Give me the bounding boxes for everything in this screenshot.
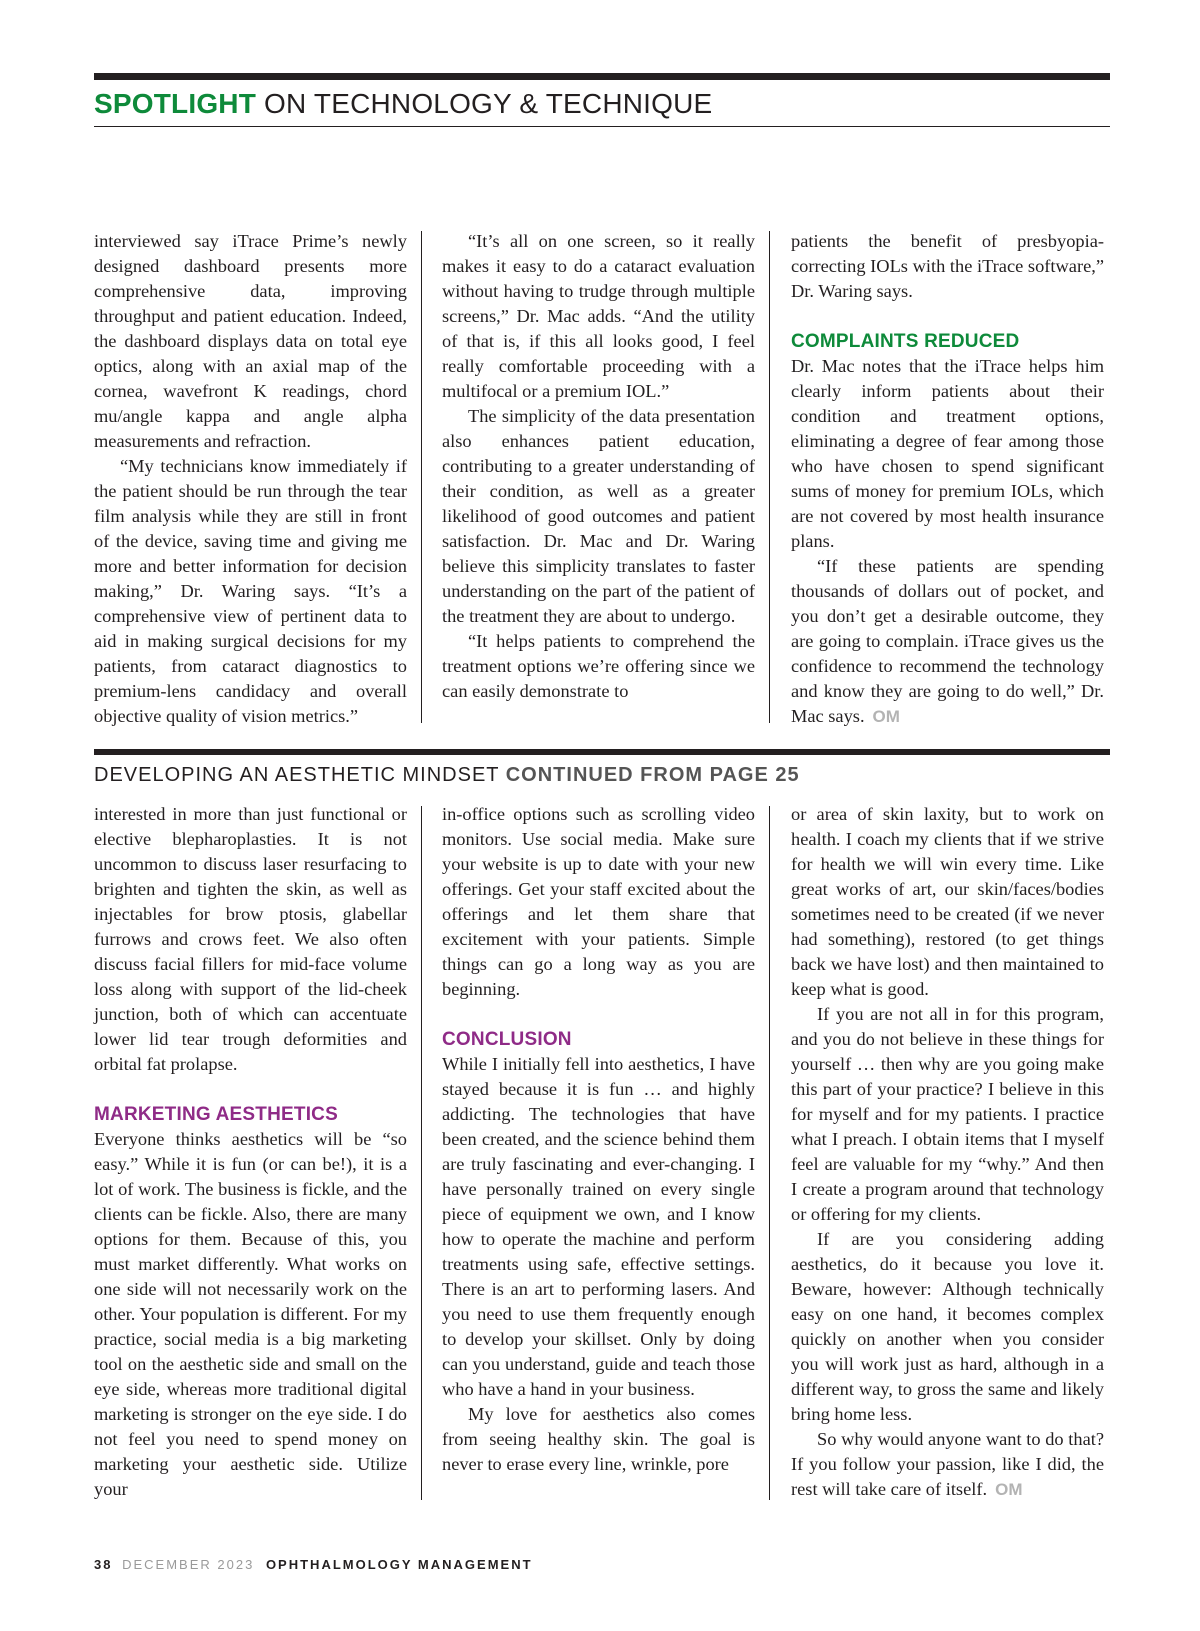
section-header <box>94 88 712 120</box>
paragraph-text: “If these patients are spending thousands of dollars out of pocket, and you don’t get a desirable outcome, they are going to complain. iTrace gives us the confidence to recommend the technology and know they are going to do well,” Dr. Mac says. <box>791 556 1104 726</box>
paragraph: Dr. Mac notes that the iTrace helps him clearly inform patients about their condition and treatment options, eliminating a degree of fear among those who have chosen to spend significant sums of money for premium IOLs, which are not covered by most health insurance plans. <box>791 356 1104 551</box>
paragraph: Everyone thinks aesthetics will be “so easy.” While it is fun (or can be!), it is a lot of work. The business is fickle, and the clients can be fickle. Also, there are many options for them. Because of this, you must market differently. What works on one side will not necessarily work on the other. Your population is different. For my practice, social media is a big marketing tool on the aesthetic side and small on the eye side, whereas more traditional digital marketing is stronger on the eye side. I do not feel you need to spend money on marketing your aesthetic side. Utilize your <box>94 1129 407 1499</box>
article1-column-3 <box>791 229 1104 729</box>
paragraph: patients the benefit of presbyopia-correcting IOLs with the iTrace software,” Dr. Waring says. <box>791 231 1104 301</box>
end-mark: OM <box>872 707 900 726</box>
article2-column-2 <box>442 802 755 1477</box>
paragraph: The simplicity of the data presentation also enhances patient education, contributing to a greater understanding of their condition, as well as a greater likelihood of good outcomes and patient satisfaction. Dr. Mac and Dr. Waring believe this simplicity translates to faster understanding on the part of the patient of the treatment they are about to undergo. <box>442 406 755 626</box>
subhead-complaints-reduced: COMPLAINTS REDUCED <box>791 331 1020 352</box>
continued-header <box>94 764 800 787</box>
paragraph: While I initially fell into aesthetics, I have stayed because it is fun … and highly addicting. The technologies that have been created, and the science behind them are truly fascinating and ever-changing. I have personally trained on every single piece of equipment we own, and I know how to operate the machine and perform treatments using safe, effective settings. There is an art to performing lasers. And you need to use them frequently enough to develop your skillset. Only by doing can you understand, guide and teach those who have a hand in your business. <box>442 1054 755 1399</box>
end-mark: OM <box>995 1480 1023 1499</box>
page-footer <box>94 1557 533 1572</box>
paragraph: “It’s all on one screen, so it really makes it easy to do a cataract evaluation without having to trudge through multiple screens,” Dr. Mac adds. “And the utility of that is, if this all looks good, I feel really comfortable proceeding with a multifocal or a premium IOL.” <box>442 231 755 401</box>
paragraph-text: So why would anyone want to do that? If you follow your passion, like I did, the rest will take care of itself. <box>791 1429 1104 1499</box>
article2-column-1 <box>94 802 407 1502</box>
subhead-marketing-aesthetics: MARKETING AESTHETICS <box>94 1104 338 1125</box>
header-underline <box>94 126 1110 127</box>
paragraph: “It helps patients to comprehend the treatment options we’re offering since we can easily demonstrate to <box>442 631 755 701</box>
publication-name: OPHTHALMOLOGY MANAGEMENT <box>265 1557 533 1572</box>
paragraph: If are you considering adding aesthetics, do it because you love it. Beware, however: Although technically easy on one hand, it becomes complex quickly on another when you consider you will work just as hard, although in a different way, to gross the same and likely bring home less. <box>791 1229 1104 1424</box>
paragraph: interviewed say iTrace Prime’s newly designed dashboard presents more comprehensive data, improving throughput and patient education. Indeed, the dashboard displays data on total eye optics, along with an axial map of the cornea, wavefront K readings, chord mu/angle kappa and angle alpha measurements and refraction. <box>94 231 407 451</box>
article2-column-3 <box>791 802 1104 1502</box>
article-divider-rule <box>94 749 1110 755</box>
page-number: 38 <box>94 1557 113 1572</box>
paragraph: “My technicians know immediately if the patient should be run through the tear film analysis while they are still in front of the device, saving time and giving me more and better information for decision making,” Dr. Waring says. “It’s a comprehensive view of pertinent data to aid in making surgical decisions for my patients, from cataract diagnostics to premium-lens candidacy and overall objective quality of vision metrics.” <box>94 456 407 726</box>
continued-from-label: CONTINUED FROM PAGE 25 <box>505 764 800 786</box>
paragraph-final <box>791 554 1104 729</box>
paragraph: in-office options such as scrolling video monitors. Use social media. Make sure your website is up to date with your new offerings. Get your staff excited about the offerings and let them share that excitement with your patients. Simple things can go a long way as you are beginning. <box>442 804 755 999</box>
paragraph: My love for aesthetics also comes from seeing healthy skin. The goal is never to erase every line, wrinkle, pore <box>442 1404 755 1474</box>
paragraph: interested in more than just functional or elective blepharoplasties. It is not uncommon to discuss laser resurfacing to brighten and tighten the skin, as well as injectables for brow ptosis, glabellar furrows and crows feet. We also often discuss facial fillers for mid-face volume loss along with support of the lid-cheek junction, both of which can accentuate lower lid tear trough deformities and orbital fat prolapse. <box>94 804 407 1074</box>
paragraph-final <box>791 1427 1104 1502</box>
paragraph: or area of skin laxity, but to work on health. I coach my clients that if we strive for health we will win every time. Like great works of art, our skin/faces/bodies sometimes need to be created (if we never had something), restored (to get things back we have lost) and then maintained to keep what is good. <box>791 804 1104 999</box>
paragraph: If you are not all in for this program, and you do not believe in these things for yourself … then why are you going make this part of your practice? I believe in this for myself and for my patients. I practice what I preach. I obtain items that I myself feel are valuable for my “why.” And then I create a program around that technology or offering for my clients. <box>791 1004 1104 1224</box>
continued-title: DEVELOPING AN AESTHETIC MINDSET <box>94 764 500 786</box>
section-header-highlight: SPOTLIGHT <box>94 88 257 119</box>
column-divider <box>421 806 422 1500</box>
article1-column-2 <box>442 229 755 704</box>
subhead-conclusion: CONCLUSION <box>442 1029 572 1050</box>
column-divider <box>421 231 422 723</box>
top-rule <box>94 73 1110 80</box>
section-header-title: ON TECHNOLOGY & TECHNIQUE <box>264 88 713 119</box>
column-divider <box>769 806 770 1500</box>
article1-column-1 <box>94 229 407 729</box>
column-divider <box>769 231 770 723</box>
issue-date: DECEMBER 2023 <box>122 1557 255 1572</box>
